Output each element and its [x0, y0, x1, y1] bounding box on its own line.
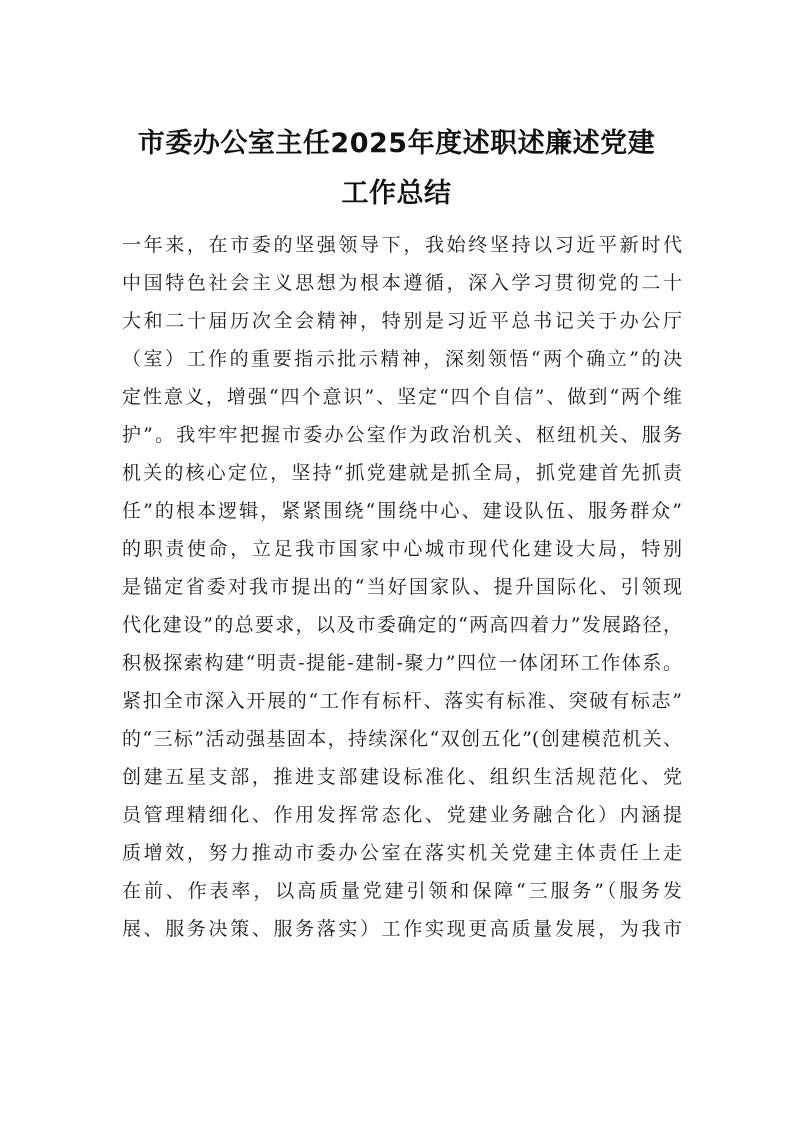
body-line: （室）工作的重要指示批示精神，深刻领悟“两个确立”的决 — [122, 348, 682, 370]
body-line: 积极探索构建“明责-提能-建制-聚力”四位一体闭环工作体系。 — [122, 652, 682, 674]
body-line: 员管理精细化、作用发挥常态化、党建业务融合化）内涵提 — [122, 804, 682, 826]
body-line: 任”的根本逻辑，紧紧围绕“围绕中心、建设队伍、服务群众” — [122, 500, 682, 522]
body-line: 一年来，在市委的坚强领导下，我始终坚持以习近平新时代 — [122, 234, 682, 256]
body-line: 质增效，努力推动市委办公室在落实机关党建主体责任上走 — [122, 842, 682, 864]
body-line: 大和二十届历次全会精神，特别是习近平总书记关于办公厅 — [122, 310, 682, 332]
body-line: 代化建设”的总要求，以及市委确定的“两高四着力”发展路径， — [122, 614, 682, 636]
body-line: 紧扣全市深入开展的“工作有标杆、落实有标准、突破有标志” — [122, 690, 682, 712]
body-line: 的“三标”活动强基固本，持续深化“双创五化”(创建模范机关、 — [122, 728, 682, 750]
document-title-line-1: 市委办公室主任2025年度述职述廉述党建 — [137, 128, 656, 159]
body-line: 的职责使命，立足我市国家中心城市现代化建设大局，特别 — [122, 538, 682, 560]
body-line: 是锚定省委对我市提出的“当好国家队、提升国际化、引领现 — [122, 576, 682, 598]
body-line: 创建五星支部，推进支部建设标准化、组织生活规范化、党 — [122, 766, 682, 788]
body-line: 机关的核心定位，坚持“抓党建就是抓全局，抓党建首先抓责 — [122, 462, 682, 484]
body-line: 护”。我牢牢把握市委办公室作为政治机关、枢纽机关、服务 — [122, 424, 682, 446]
body-line: 中国特色社会主义思想为根本遵循，深入学习贯彻党的二十 — [122, 272, 682, 294]
body-line: 在前、作表率，以高质量党建引领和保障“三服务”（服务发 — [122, 880, 682, 902]
body-paragraph — [122, 226, 682, 948]
document-title-line-2: 工作总结 — [341, 178, 452, 209]
body-line: 展、服务决策、服务落实）工作实现更高质量发展，为我市 — [122, 918, 682, 940]
body-line: 定性意义，增强“四个意识”、坚定“四个自信”、做到“两个维 — [122, 386, 682, 408]
